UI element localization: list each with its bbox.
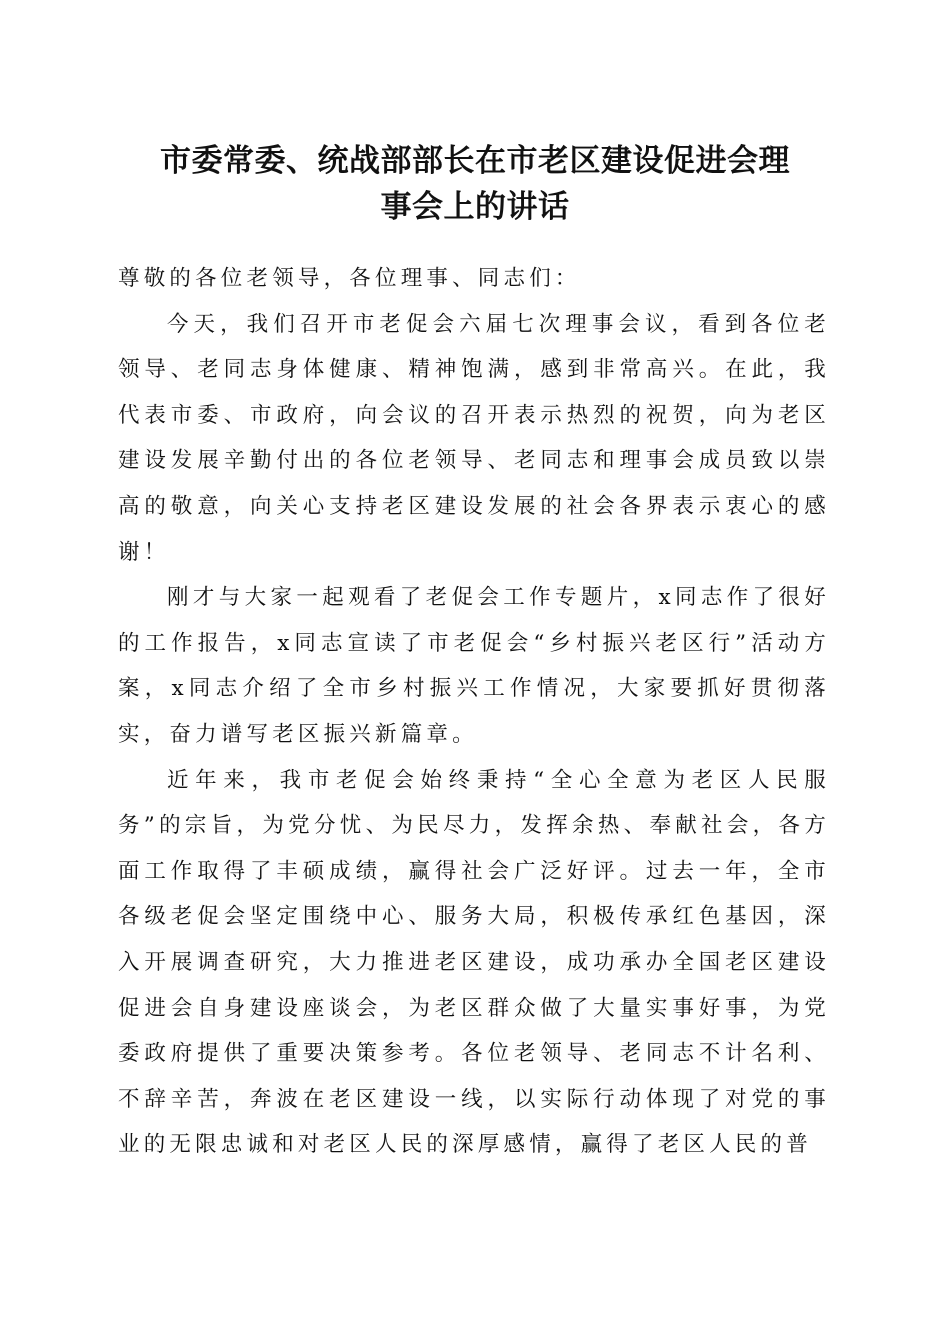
- document-body: [118, 256, 830, 1168]
- document-title: [110, 138, 840, 230]
- paragraph-3: 近年来，我市老促会始终秉持“全心全意为老区人民服务”的宗旨，为党分忧、为民尽力，发挥余热、奉献社会，各方面工作取得了丰硕成绩，赢得社会广泛好评。过去一年，全市各级老促会坚定围绕中心、服务大局，积极传承红色基因，深入开展调查研究，大力推进老区建设，成功承办全国老区建设促进会自身建设座谈会，为老区群众做了大量实事好事，为党委政府提供了重要决策参考。各位老领导、老同志不计名利、不辞辛苦，奔波在老区建设一线，以实际行动体现了对党的事业的无限忠诚和对老区人民的深厚感情，赢得了老区人民的普: [118, 767, 830, 1158]
- paragraph-1: 今天，我们召开市老促会六届七次理事会议，看到各位老领导、老同志身体健康、精神饱满，感到非常高兴。在此，我代表市委、市政府，向会议的召开表示热烈的祝贺，向为老区建设发展辛勤付出的各位老领导、老同志和理事会成员致以崇高的敬意，向关心支持老区建设发展的社会各界表示衷心的感谢！: [118, 311, 830, 565]
- salutation: 尊敬的各位老领导，各位理事、同志们：: [118, 266, 581, 291]
- paragraph-2: 刚才与大家一起观看了老促会工作专题片，x同志作了很好的工作报告，x同志宣读了市老促会“乡村振兴老区行”活动方案，x同志介绍了全市乡村振兴工作情况，大家要抓好贯彻落实，奋力谱写老区振兴新篇章。: [118, 585, 830, 747]
- title-line-2: 事会上的讲话: [380, 189, 570, 225]
- title-line-1: 市委常委、统战部部长在市老区建设促进会理: [160, 143, 790, 179]
